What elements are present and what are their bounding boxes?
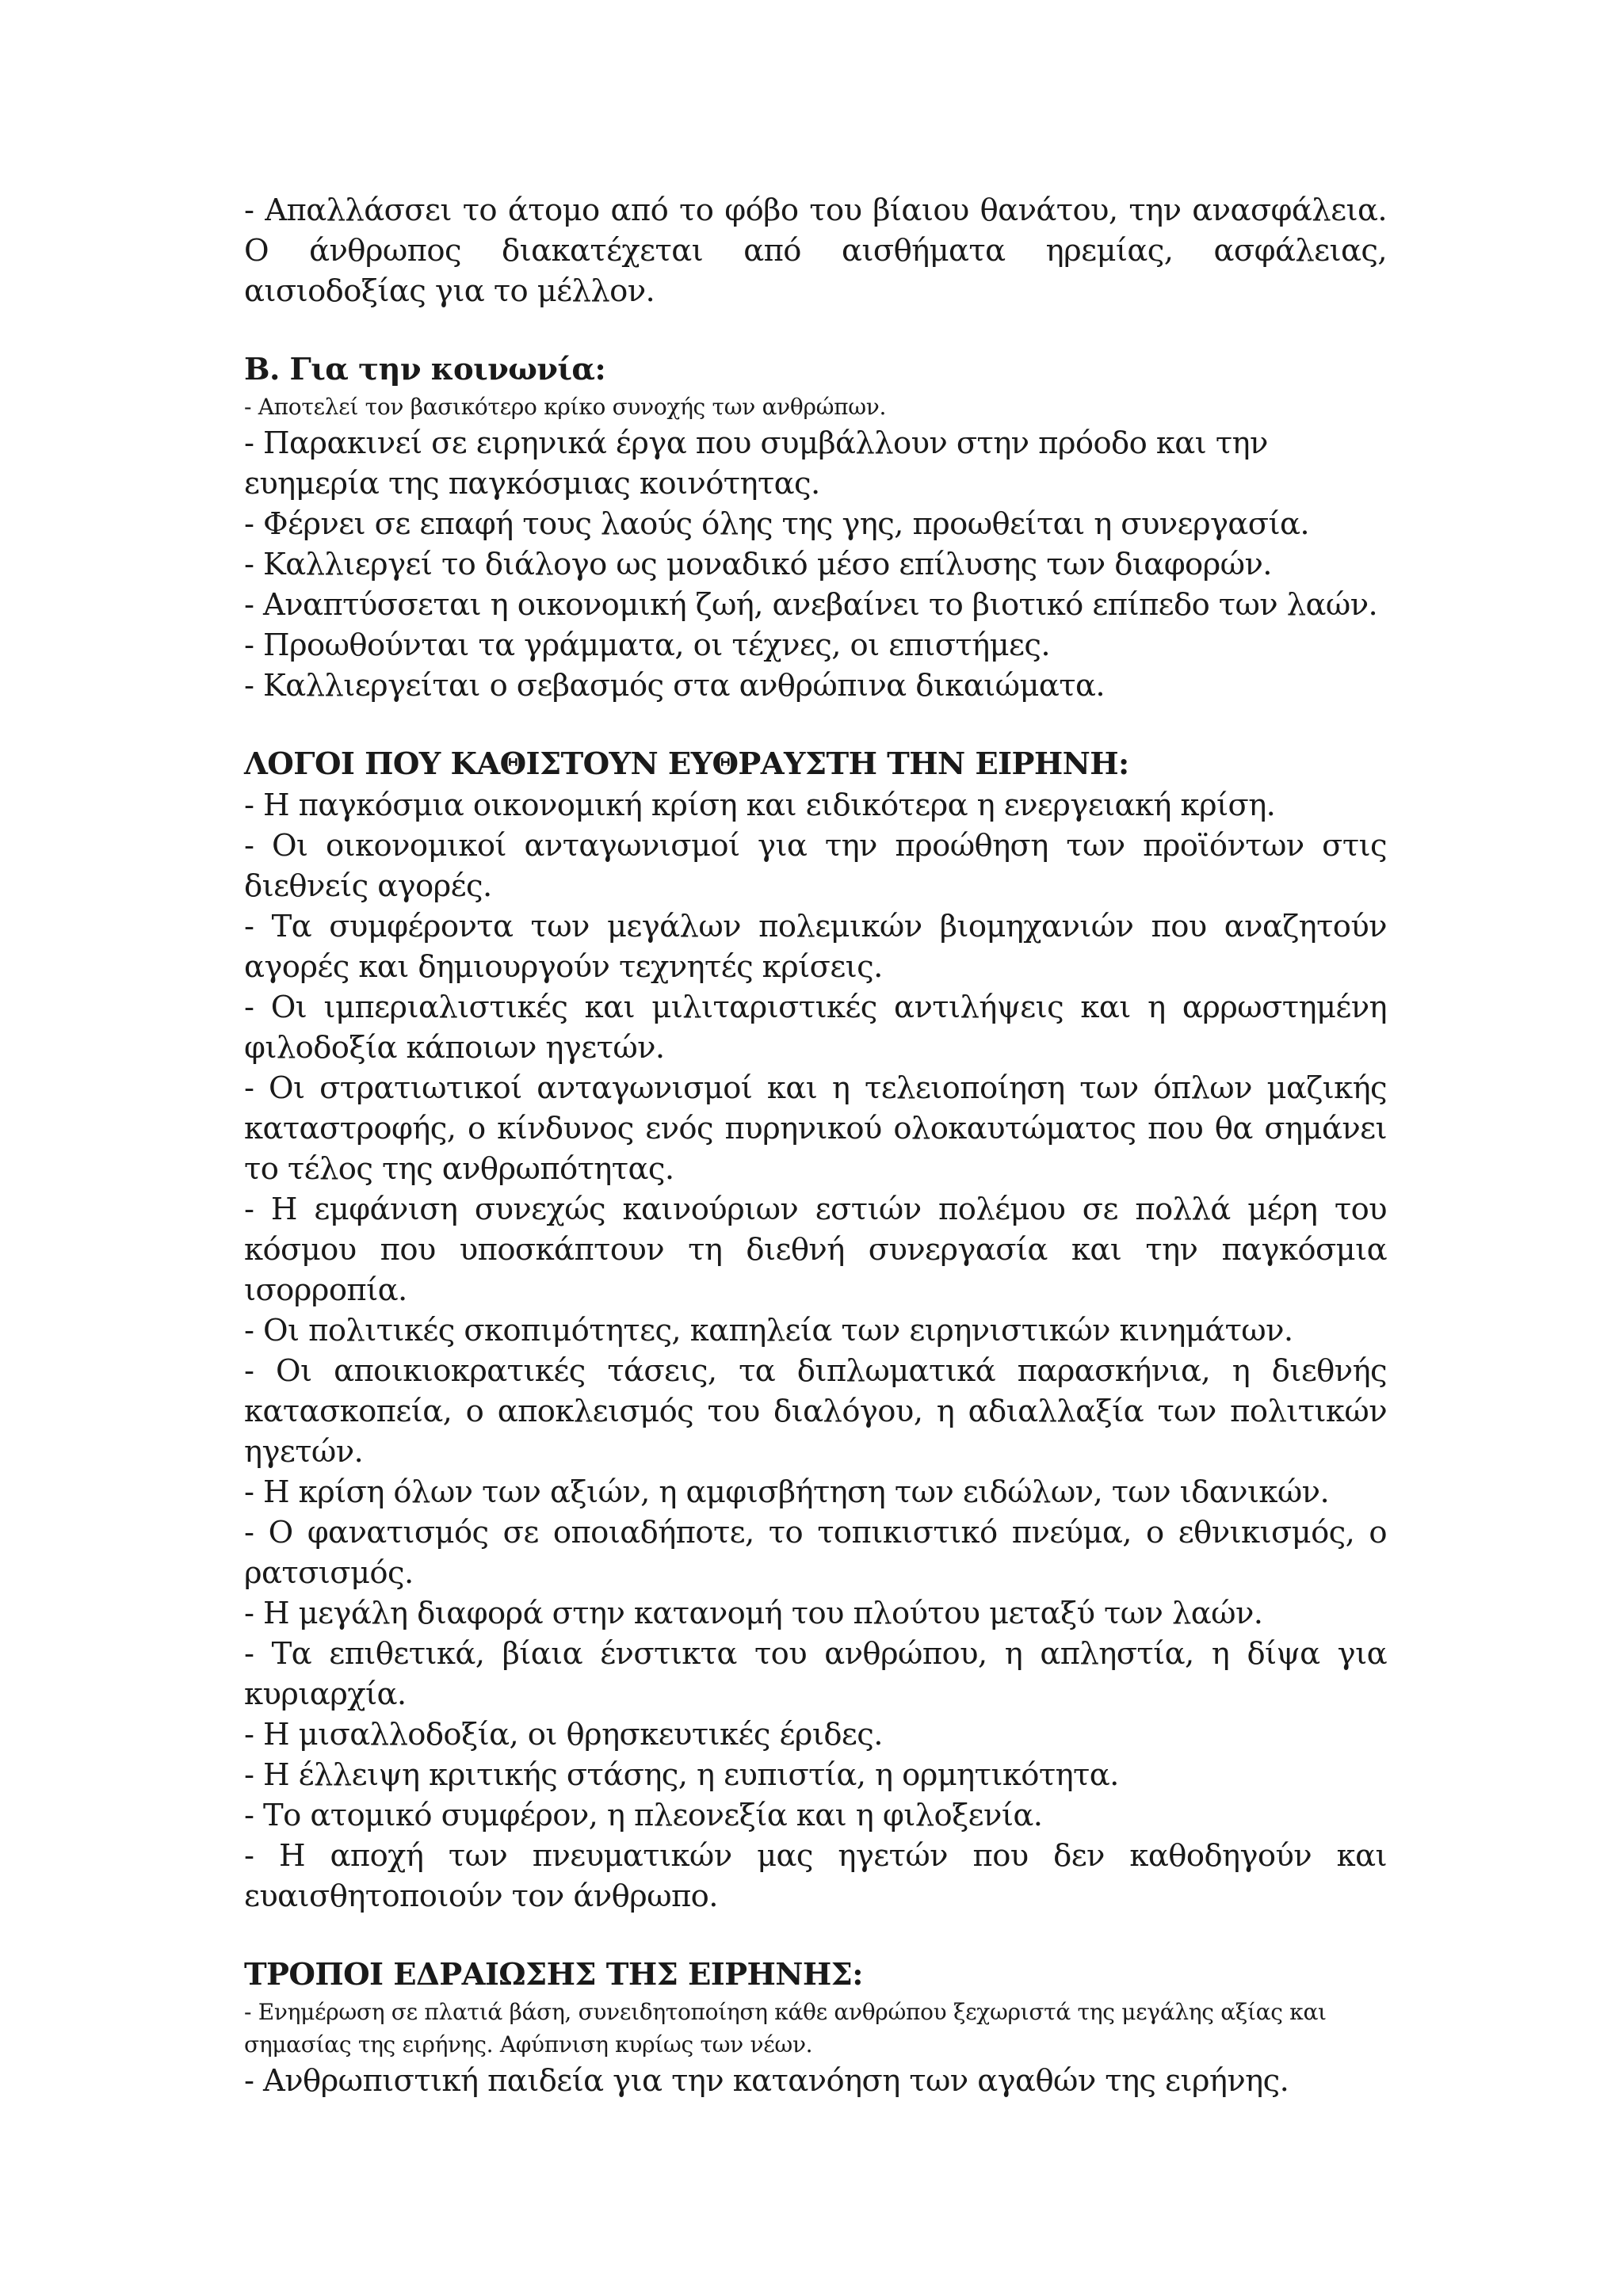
- document-page: [244, 190, 1387, 2101]
- society-item: - Καλλιεργεί το διάλογο ως μοναδικό μέσο επίλυσης των διαφορών.: [244, 547, 1272, 582]
- reasons-item: - Η εμφάνιση συνεχώς καινούριων εστιών πολέμου σε πολλά μέρη του κόσμου που υποσκάπτουν τη διεθνή συνεργασία και την παγκόσμια ισορροπία.: [244, 1192, 1387, 1308]
- reasons-item: - Η παγκόσμια οικονομική κρίση και ειδικότερα η ενεργειακή κρίση.: [244, 788, 1276, 823]
- reasons-item: - Οι στρατιωτικοί ανταγωνισμοί και η τελειοποίηση των όπλων μαζικής καταστροφής, ο κίνδυνος ενός πυρηνικού ολοκαυτώματος που θα σημάνει το τέλος της ανθρωπότητας.: [244, 1070, 1387, 1187]
- society-heading: Β. Για την κοινωνία:: [244, 352, 606, 387]
- reasons-item: - Η μισαλλοδοξία, οι θρησκευτικές έριδες.: [244, 1717, 883, 1753]
- society-item: - Αναπτύσσεται η οικονομική ζωή, ανεβαίνει το βιοτικό επίπεδο των λαών.: [244, 587, 1378, 623]
- reasons-item: - Οι αποικιοκρατικές τάσεις, τα διπλωματικά παρασκήνια, η διεθνής κατασκοπεία, ο αποκλεισμός του διαλόγου, η αδιαλλαξία των πολιτικών ηγετών.: [244, 1353, 1387, 1470]
- reasons-item: - Οι ιμπεριαλιστικές και μιλιταριστικές αντιλήψεις και η αρρωστημένη φιλοδοξία κάποιων ηγετών.: [244, 990, 1387, 1066]
- ways-small-item: - Ενημέρωση σε πλατιά βάση, συνειδητοποίηση κάθε ανθρώπου ξεχωριστά της μεγάλης αξίας και σημασίας της ειρήνης. Αφύπνιση κυρίως των νέων.: [244, 1999, 1327, 2058]
- society-item: - Καλλιεργείται ο σεβασμός στα ανθρώπινα δικαιώματα.: [244, 668, 1105, 704]
- society-item: - Παρακινεί σε ειρηνικά έργα που συμβάλλουν στην πρόοδο και την ευημερία της παγκόσμιας κοινότητας.: [244, 425, 1268, 502]
- reasons-item: - Η αποχή των πνευματικών μας ηγετών που δεν καθοδηγούν και ευαισθητοποιούν τον άνθρωπο.: [244, 1838, 1387, 1914]
- intro-paragraph: - Απαλλάσσει το άτομο από το φόβο του βίαιου θανάτου, την ανασφάλεια. Ο άνθρωπος διακατέχεται από αισθήματα ηρεμίας, ασφάλειας, αισιοδοξίας για το μέλλον.: [244, 193, 1387, 309]
- society-item: - Φέρνει σε επαφή τους λαούς όλης της γης, προωθείται η συνεργασία.: [244, 506, 1309, 542]
- reasons-item: - Τα συμφέροντα των μεγάλων πολεμικών βιομηχανιών που αναζητούν αγορές και δημιουργούν τεχνητές κρίσεις.: [244, 909, 1387, 985]
- ways-heading: ΤΡΟΠΟΙ ΕΔΡΑΙΩΣΗΣ ΤΗΣ ΕΙΡΗΝΗΣ:: [244, 1957, 863, 1993]
- reasons-item: - Οι πολιτικές σκοπιμότητες, καπηλεία των ειρηνιστικών κινημάτων.: [244, 1313, 1293, 1348]
- reasons-item: - Ο φανατισμός σε οποιαδήποτε, το τοπικιστικό πνεύμα, ο εθνικισμός, ο ρατσισμός.: [244, 1515, 1387, 1591]
- reasons-item: - Η κρίση όλων των αξιών, η αμφισβήτηση των ειδώλων, των ιδανικών.: [244, 1474, 1330, 1510]
- society-item: - Προωθούνται τα γράμματα, οι τέχνες, οι επιστήμες.: [244, 627, 1050, 663]
- reasons-item: - Οι οικονομικοί ανταγωνισμοί για την προώθηση των προϊόντων στις διεθνείς αγορές.: [244, 828, 1387, 904]
- ways-item: - Ανθρωπιστική παιδεία για την κατανόηση των αγαθών της ειρήνης.: [244, 2063, 1289, 2099]
- society-small-item: - Αποτελεί τον βασικότερο κρίκο συνοχής των ανθρώπων.: [244, 394, 887, 420]
- reasons-item: - Το ατομικό συμφέρον, η πλεονεξία και η φιλοξενία.: [244, 1798, 1043, 1833]
- reasons-item: - Η μεγάλη διαφορά στην κατανομή του πλούτου μεταξύ των λαών.: [244, 1596, 1263, 1631]
- reasons-item: - Τα επιθετικά, βίαια ένστικτα του ανθρώπου, η απληστία, η δίψα για κυριαρχία.: [244, 1636, 1387, 1712]
- reasons-item: - Η έλλειψη κριτικής στάσης, η ευπιστία, η ορμητικότητα.: [244, 1757, 1119, 1793]
- reasons-heading: ΛΟΓΟΙ ΠΟΥ ΚΑΘΙΣΤΟΥΝ ΕΥΘΡΑΥΣΤΗ ΤΗΝ ΕΙΡΗΝΗ:: [244, 746, 1129, 782]
